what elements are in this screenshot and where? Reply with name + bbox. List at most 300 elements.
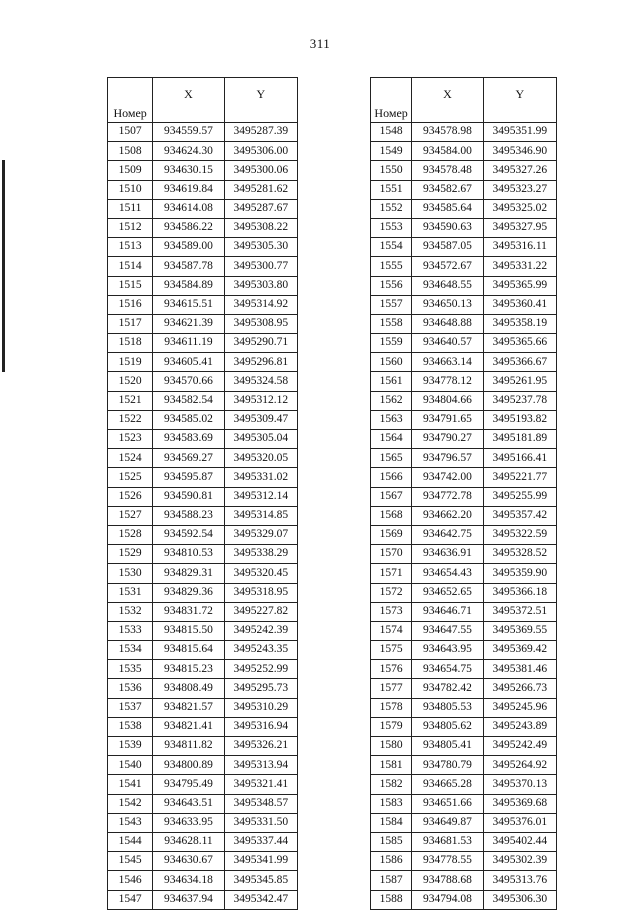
coordinate-y-cell: 3495300.06 bbox=[224, 161, 297, 180]
table-row bbox=[108, 641, 298, 660]
table-row bbox=[371, 717, 557, 736]
coordinate-x-cell: 934614.08 bbox=[153, 199, 224, 218]
table-row bbox=[371, 602, 557, 621]
coordinate-x-cell: 934630.15 bbox=[153, 161, 224, 180]
coordinate-y-cell: 3495366.18 bbox=[483, 583, 556, 602]
column-header-x: X bbox=[412, 78, 483, 123]
table-row bbox=[371, 813, 557, 832]
table-row bbox=[371, 679, 557, 698]
coordinate-x-cell: 934815.50 bbox=[153, 621, 224, 640]
point-number-cell: 1508 bbox=[108, 142, 153, 161]
point-number-cell: 1541 bbox=[108, 775, 153, 794]
coordinate-x-cell: 934586.22 bbox=[153, 218, 224, 237]
table-row bbox=[371, 430, 557, 449]
coordinates-table-right bbox=[370, 77, 557, 910]
coordinate-x-cell: 934778.55 bbox=[412, 852, 483, 871]
coordinate-y-cell: 3495312.12 bbox=[224, 391, 297, 410]
point-number-cell: 1511 bbox=[108, 199, 153, 218]
column-header-y: Y bbox=[483, 78, 556, 123]
point-number-cell: 1537 bbox=[108, 698, 153, 717]
coordinate-y-cell: 3495376.01 bbox=[483, 813, 556, 832]
table-row bbox=[108, 276, 298, 295]
point-number-cell: 1579 bbox=[371, 717, 412, 736]
coordinate-y-cell: 3495300.77 bbox=[224, 257, 297, 276]
coordinate-x-cell: 934588.23 bbox=[153, 506, 224, 525]
table-row bbox=[108, 775, 298, 794]
table-row bbox=[108, 679, 298, 698]
table-row bbox=[371, 314, 557, 333]
coordinate-y-cell: 3495331.50 bbox=[224, 813, 297, 832]
point-number-cell: 1525 bbox=[108, 468, 153, 487]
coordinate-y-cell: 3495320.05 bbox=[224, 449, 297, 468]
point-number-cell: 1529 bbox=[108, 545, 153, 564]
coordinate-x-cell: 934634.18 bbox=[153, 871, 224, 890]
point-number-cell: 1547 bbox=[108, 890, 153, 909]
coordinate-y-cell: 3495287.39 bbox=[224, 123, 297, 142]
table-row bbox=[371, 180, 557, 199]
coordinate-y-cell: 3495221.77 bbox=[483, 468, 556, 487]
point-number-cell: 1571 bbox=[371, 564, 412, 583]
point-number-cell: 1560 bbox=[371, 353, 412, 372]
coordinate-x-cell: 934621.39 bbox=[153, 314, 224, 333]
point-number-cell: 1576 bbox=[371, 660, 412, 679]
coordinate-x-cell: 934619.84 bbox=[153, 180, 224, 199]
point-number-cell: 1522 bbox=[108, 410, 153, 429]
point-number-cell: 1524 bbox=[108, 449, 153, 468]
coordinate-y-cell: 3495308.22 bbox=[224, 218, 297, 237]
table-row bbox=[371, 353, 557, 372]
coordinate-x-cell: 934590.63 bbox=[412, 218, 483, 237]
coordinate-x-cell: 934572.67 bbox=[412, 257, 483, 276]
coordinate-y-cell: 3495325.02 bbox=[483, 199, 556, 218]
coordinate-y-cell: 3495316.11 bbox=[483, 238, 556, 257]
coordinate-x-cell: 934782.42 bbox=[412, 679, 483, 698]
coordinate-x-cell: 934829.31 bbox=[153, 564, 224, 583]
point-number-cell: 1574 bbox=[371, 621, 412, 640]
coordinate-x-cell: 934650.13 bbox=[412, 295, 483, 314]
coordinate-y-cell: 3495302.39 bbox=[483, 852, 556, 871]
coordinate-x-cell: 934649.87 bbox=[412, 813, 483, 832]
table-row bbox=[108, 813, 298, 832]
point-number-cell: 1569 bbox=[371, 525, 412, 544]
point-number-cell: 1578 bbox=[371, 698, 412, 717]
table-row bbox=[108, 890, 298, 909]
table-row bbox=[371, 276, 557, 295]
coordinate-y-cell: 3495327.26 bbox=[483, 161, 556, 180]
point-number-cell: 1513 bbox=[108, 238, 153, 257]
table-row bbox=[108, 334, 298, 353]
point-number-cell: 1523 bbox=[108, 430, 153, 449]
coordinate-x-cell: 934805.53 bbox=[412, 698, 483, 717]
coordinate-y-cell: 3495318.95 bbox=[224, 583, 297, 602]
coordinate-y-cell: 3495242.49 bbox=[483, 737, 556, 756]
coordinate-x-cell: 934584.89 bbox=[153, 276, 224, 295]
coordinate-y-cell: 3495296.81 bbox=[224, 353, 297, 372]
table-row bbox=[371, 698, 557, 717]
table-row bbox=[108, 314, 298, 333]
table-row bbox=[371, 468, 557, 487]
point-number-cell: 1507 bbox=[108, 123, 153, 142]
point-number-cell: 1548 bbox=[371, 123, 412, 142]
point-number-cell: 1515 bbox=[108, 276, 153, 295]
coordinate-y-cell: 3495381.46 bbox=[483, 660, 556, 679]
coordinate-y-cell: 3495341.99 bbox=[224, 852, 297, 871]
point-number-cell: 1552 bbox=[371, 199, 412, 218]
coordinate-x-cell: 934811.82 bbox=[153, 737, 224, 756]
coordinate-x-cell: 934742.00 bbox=[412, 468, 483, 487]
point-number-cell: 1545 bbox=[108, 852, 153, 871]
table-row bbox=[371, 660, 557, 679]
coordinate-x-cell: 934630.67 bbox=[153, 852, 224, 871]
table-row bbox=[371, 756, 557, 775]
coordinate-y-cell: 3495306.00 bbox=[224, 142, 297, 161]
table-row bbox=[371, 621, 557, 640]
table-row bbox=[108, 852, 298, 871]
table-row bbox=[108, 756, 298, 775]
point-number-cell: 1583 bbox=[371, 794, 412, 813]
table-row bbox=[371, 449, 557, 468]
coordinate-x-cell: 934592.54 bbox=[153, 525, 224, 544]
coordinate-x-cell: 934647.55 bbox=[412, 621, 483, 640]
coordinate-y-cell: 3495290.71 bbox=[224, 334, 297, 353]
point-number-cell: 1519 bbox=[108, 353, 153, 372]
coordinate-x-cell: 934637.94 bbox=[153, 890, 224, 909]
coordinate-x-cell: 934810.53 bbox=[153, 545, 224, 564]
coordinate-x-cell: 934805.62 bbox=[412, 717, 483, 736]
coordinate-x-cell: 934628.11 bbox=[153, 832, 224, 851]
table-row bbox=[371, 832, 557, 851]
coordinate-y-cell: 3495312.14 bbox=[224, 487, 297, 506]
table-row bbox=[108, 353, 298, 372]
table-row bbox=[108, 660, 298, 679]
coordinate-y-cell: 3495372.51 bbox=[483, 602, 556, 621]
point-number-cell: 1531 bbox=[108, 583, 153, 602]
table-body-right bbox=[371, 123, 557, 910]
point-number-cell: 1587 bbox=[371, 871, 412, 890]
coordinate-x-cell: 934831.72 bbox=[153, 602, 224, 621]
coordinate-x-cell: 934605.41 bbox=[153, 353, 224, 372]
table-row bbox=[108, 199, 298, 218]
column-header-y: Y bbox=[224, 78, 297, 123]
point-number-cell: 1566 bbox=[371, 468, 412, 487]
coordinate-x-cell: 934815.23 bbox=[153, 660, 224, 679]
point-number-cell: 1580 bbox=[371, 737, 412, 756]
point-number-cell: 1559 bbox=[371, 334, 412, 353]
table-row bbox=[371, 218, 557, 237]
coordinate-x-cell: 934633.95 bbox=[153, 813, 224, 832]
point-number-cell: 1516 bbox=[108, 295, 153, 314]
coordinate-x-cell: 934804.66 bbox=[412, 391, 483, 410]
point-number-cell: 1561 bbox=[371, 372, 412, 391]
coordinate-y-cell: 3495243.35 bbox=[224, 641, 297, 660]
coordinate-x-cell: 934648.88 bbox=[412, 314, 483, 333]
table-row bbox=[371, 871, 557, 890]
coordinate-x-cell: 934585.64 bbox=[412, 199, 483, 218]
table-row bbox=[108, 430, 298, 449]
point-number-cell: 1551 bbox=[371, 180, 412, 199]
coordinate-x-cell: 934795.49 bbox=[153, 775, 224, 794]
coordinate-x-cell: 934595.87 bbox=[153, 468, 224, 487]
coordinate-x-cell: 934590.81 bbox=[153, 487, 224, 506]
point-number-cell: 1562 bbox=[371, 391, 412, 410]
table-row bbox=[108, 621, 298, 640]
coordinate-x-cell: 934665.28 bbox=[412, 775, 483, 794]
margin-mark bbox=[2, 160, 5, 372]
point-number-cell: 1540 bbox=[108, 756, 153, 775]
table-row bbox=[108, 295, 298, 314]
coordinate-y-cell: 3495287.67 bbox=[224, 199, 297, 218]
table-row bbox=[108, 698, 298, 717]
coordinate-y-cell: 3495369.55 bbox=[483, 621, 556, 640]
coordinate-y-cell: 3495326.21 bbox=[224, 737, 297, 756]
point-number-cell: 1538 bbox=[108, 717, 153, 736]
coordinate-y-cell: 3495295.73 bbox=[224, 679, 297, 698]
coordinate-x-cell: 934559.57 bbox=[153, 123, 224, 142]
coordinate-y-cell: 3495303.80 bbox=[224, 276, 297, 295]
point-number-cell: 1514 bbox=[108, 257, 153, 276]
point-number-cell: 1536 bbox=[108, 679, 153, 698]
coordinate-y-cell: 3495316.94 bbox=[224, 717, 297, 736]
coordinate-x-cell: 934585.02 bbox=[153, 410, 224, 429]
point-number-cell: 1581 bbox=[371, 756, 412, 775]
table-row bbox=[371, 372, 557, 391]
point-number-cell: 1518 bbox=[108, 334, 153, 353]
coordinate-y-cell: 3495237.78 bbox=[483, 391, 556, 410]
point-number-cell: 1543 bbox=[108, 813, 153, 832]
coordinate-x-cell: 934681.53 bbox=[412, 832, 483, 851]
point-number-cell: 1584 bbox=[371, 813, 412, 832]
coordinate-y-cell: 3495359.90 bbox=[483, 564, 556, 583]
point-number-cell: 1520 bbox=[108, 372, 153, 391]
point-number-cell: 1564 bbox=[371, 430, 412, 449]
table-row bbox=[371, 852, 557, 871]
coordinate-x-cell: 934808.49 bbox=[153, 679, 224, 698]
coordinate-x-cell: 934654.43 bbox=[412, 564, 483, 583]
coordinate-x-cell: 934636.91 bbox=[412, 545, 483, 564]
coordinate-x-cell: 934821.41 bbox=[153, 717, 224, 736]
point-number-cell: 1554 bbox=[371, 238, 412, 257]
coordinate-x-cell: 934805.41 bbox=[412, 737, 483, 756]
table-row bbox=[371, 410, 557, 429]
coordinate-x-cell: 934643.51 bbox=[153, 794, 224, 813]
table-row bbox=[371, 506, 557, 525]
coordinate-y-cell: 3495243.89 bbox=[483, 717, 556, 736]
coordinate-x-cell: 934578.98 bbox=[412, 123, 483, 142]
point-number-cell: 1534 bbox=[108, 641, 153, 660]
table-row bbox=[371, 161, 557, 180]
table-row bbox=[371, 794, 557, 813]
point-number-cell: 1542 bbox=[108, 794, 153, 813]
coordinate-y-cell: 3495242.39 bbox=[224, 621, 297, 640]
coordinate-y-cell: 3495314.85 bbox=[224, 506, 297, 525]
coordinate-y-cell: 3495264.92 bbox=[483, 756, 556, 775]
coordinate-y-cell: 3495252.99 bbox=[224, 660, 297, 679]
table-row bbox=[108, 391, 298, 410]
coordinate-y-cell: 3495266.73 bbox=[483, 679, 556, 698]
coordinate-y-cell: 3495227.82 bbox=[224, 602, 297, 621]
coordinate-x-cell: 934646.71 bbox=[412, 602, 483, 621]
coordinate-y-cell: 3495348.57 bbox=[224, 794, 297, 813]
coordinates-table-left bbox=[107, 77, 298, 910]
coordinate-x-cell: 934587.05 bbox=[412, 238, 483, 257]
table-row bbox=[371, 142, 557, 161]
coordinate-y-cell: 3495342.47 bbox=[224, 890, 297, 909]
point-number-cell: 1558 bbox=[371, 314, 412, 333]
coordinate-y-cell: 3495331.02 bbox=[224, 468, 297, 487]
table-row bbox=[371, 775, 557, 794]
point-number-cell: 1509 bbox=[108, 161, 153, 180]
coordinate-y-cell: 3495345.85 bbox=[224, 871, 297, 890]
page-number: 311 bbox=[309, 36, 331, 51]
point-number-cell: 1577 bbox=[371, 679, 412, 698]
table-row bbox=[108, 161, 298, 180]
coordinate-y-cell: 3495261.95 bbox=[483, 372, 556, 391]
coordinate-y-cell: 3495310.29 bbox=[224, 698, 297, 717]
coordinate-x-cell: 934651.66 bbox=[412, 794, 483, 813]
table-header-row bbox=[371, 78, 557, 123]
coordinate-x-cell: 934654.75 bbox=[412, 660, 483, 679]
coordinate-y-cell: 3495324.58 bbox=[224, 372, 297, 391]
table-row bbox=[108, 123, 298, 142]
coordinate-x-cell: 934790.27 bbox=[412, 430, 483, 449]
coordinate-y-cell: 3495327.95 bbox=[483, 218, 556, 237]
table-row bbox=[108, 257, 298, 276]
point-number-cell: 1532 bbox=[108, 602, 153, 621]
coordinate-x-cell: 934800.89 bbox=[153, 756, 224, 775]
point-number-cell: 1567 bbox=[371, 487, 412, 506]
coordinate-y-cell: 3495351.99 bbox=[483, 123, 556, 142]
table-row bbox=[108, 564, 298, 583]
coordinate-y-cell: 3495331.22 bbox=[483, 257, 556, 276]
point-number-cell: 1521 bbox=[108, 391, 153, 410]
point-number-cell: 1585 bbox=[371, 832, 412, 851]
coordinate-y-cell: 3495321.41 bbox=[224, 775, 297, 794]
coordinate-x-cell: 934615.51 bbox=[153, 295, 224, 314]
coordinate-y-cell: 3495323.27 bbox=[483, 180, 556, 199]
point-number-cell: 1563 bbox=[371, 410, 412, 429]
coordinate-x-cell: 934772.78 bbox=[412, 487, 483, 506]
coordinate-x-cell: 934583.69 bbox=[153, 430, 224, 449]
coordinate-y-cell: 3495346.90 bbox=[483, 142, 556, 161]
table-row bbox=[371, 641, 557, 660]
table-row bbox=[108, 545, 298, 564]
point-number-cell: 1510 bbox=[108, 180, 153, 199]
coordinate-x-cell: 934589.00 bbox=[153, 238, 224, 257]
coordinate-y-cell: 3495193.82 bbox=[483, 410, 556, 429]
column-header-number: Номер bbox=[371, 78, 412, 123]
table-row bbox=[108, 410, 298, 429]
table-row bbox=[371, 890, 557, 909]
coordinate-x-cell: 934788.68 bbox=[412, 871, 483, 890]
coordinate-y-cell: 3495365.66 bbox=[483, 334, 556, 353]
point-number-cell: 1528 bbox=[108, 525, 153, 544]
table-row bbox=[371, 487, 557, 506]
table-row bbox=[108, 142, 298, 161]
coordinate-x-cell: 934821.57 bbox=[153, 698, 224, 717]
point-number-cell: 1588 bbox=[371, 890, 412, 909]
coordinate-x-cell: 934648.55 bbox=[412, 276, 483, 295]
table-row bbox=[108, 602, 298, 621]
point-number-cell: 1517 bbox=[108, 314, 153, 333]
coordinate-y-cell: 3495369.42 bbox=[483, 641, 556, 660]
coordinate-y-cell: 3495181.89 bbox=[483, 430, 556, 449]
coordinate-x-cell: 934570.66 bbox=[153, 372, 224, 391]
table-body-left bbox=[108, 123, 298, 910]
point-number-cell: 1553 bbox=[371, 218, 412, 237]
point-number-cell: 1526 bbox=[108, 487, 153, 506]
coordinate-y-cell: 3495305.30 bbox=[224, 238, 297, 257]
coordinate-x-cell: 934578.48 bbox=[412, 161, 483, 180]
table-row bbox=[108, 832, 298, 851]
table-row bbox=[108, 871, 298, 890]
table-row bbox=[108, 737, 298, 756]
coordinate-y-cell: 3495370.13 bbox=[483, 775, 556, 794]
table-row bbox=[108, 525, 298, 544]
point-number-cell: 1544 bbox=[108, 832, 153, 851]
coordinate-y-cell: 3495329.07 bbox=[224, 525, 297, 544]
point-number-cell: 1586 bbox=[371, 852, 412, 871]
coordinate-x-cell: 934582.67 bbox=[412, 180, 483, 199]
point-number-cell: 1582 bbox=[371, 775, 412, 794]
table-row bbox=[371, 257, 557, 276]
coordinate-x-cell: 934791.65 bbox=[412, 410, 483, 429]
column-header-number: Номер bbox=[108, 78, 153, 123]
coordinate-y-cell: 3495366.67 bbox=[483, 353, 556, 372]
point-number-cell: 1557 bbox=[371, 295, 412, 314]
table-row bbox=[371, 123, 557, 142]
coordinate-x-cell: 934643.95 bbox=[412, 641, 483, 660]
coordinate-y-cell: 3495313.94 bbox=[224, 756, 297, 775]
coordinate-y-cell: 3495314.92 bbox=[224, 295, 297, 314]
point-number-cell: 1527 bbox=[108, 506, 153, 525]
coordinate-y-cell: 3495313.76 bbox=[483, 871, 556, 890]
table-row bbox=[371, 238, 557, 257]
coordinate-y-cell: 3495360.41 bbox=[483, 295, 556, 314]
coordinate-y-cell: 3495308.95 bbox=[224, 314, 297, 333]
point-number-cell: 1565 bbox=[371, 449, 412, 468]
point-number-cell: 1568 bbox=[371, 506, 412, 525]
coordinate-y-cell: 3495245.96 bbox=[483, 698, 556, 717]
coordinate-x-cell: 934796.57 bbox=[412, 449, 483, 468]
point-number-cell: 1535 bbox=[108, 660, 153, 679]
coordinate-y-cell: 3495309.47 bbox=[224, 410, 297, 429]
point-number-cell: 1573 bbox=[371, 602, 412, 621]
point-number-cell: 1512 bbox=[108, 218, 153, 237]
table-row bbox=[108, 218, 298, 237]
coordinate-x-cell: 934587.78 bbox=[153, 257, 224, 276]
coordinate-y-cell: 3495365.99 bbox=[483, 276, 556, 295]
coordinate-x-cell: 934780.79 bbox=[412, 756, 483, 775]
coordinate-x-cell: 934569.27 bbox=[153, 449, 224, 468]
table-row bbox=[108, 506, 298, 525]
point-number-cell: 1533 bbox=[108, 621, 153, 640]
coordinate-y-cell: 3495402.44 bbox=[483, 832, 556, 851]
point-number-cell: 1546 bbox=[108, 871, 153, 890]
table-row bbox=[371, 199, 557, 218]
table-row bbox=[371, 583, 557, 602]
table-row bbox=[108, 372, 298, 391]
coordinate-y-cell: 3495369.68 bbox=[483, 794, 556, 813]
coordinate-x-cell: 934778.12 bbox=[412, 372, 483, 391]
table-row bbox=[371, 295, 557, 314]
table-row bbox=[371, 525, 557, 544]
coordinate-y-cell: 3495357.42 bbox=[483, 506, 556, 525]
coordinate-y-cell: 3495338.29 bbox=[224, 545, 297, 564]
coordinate-x-cell: 934829.36 bbox=[153, 583, 224, 602]
coordinate-y-cell: 3495306.30 bbox=[483, 890, 556, 909]
point-number-cell: 1555 bbox=[371, 257, 412, 276]
table-row bbox=[108, 468, 298, 487]
